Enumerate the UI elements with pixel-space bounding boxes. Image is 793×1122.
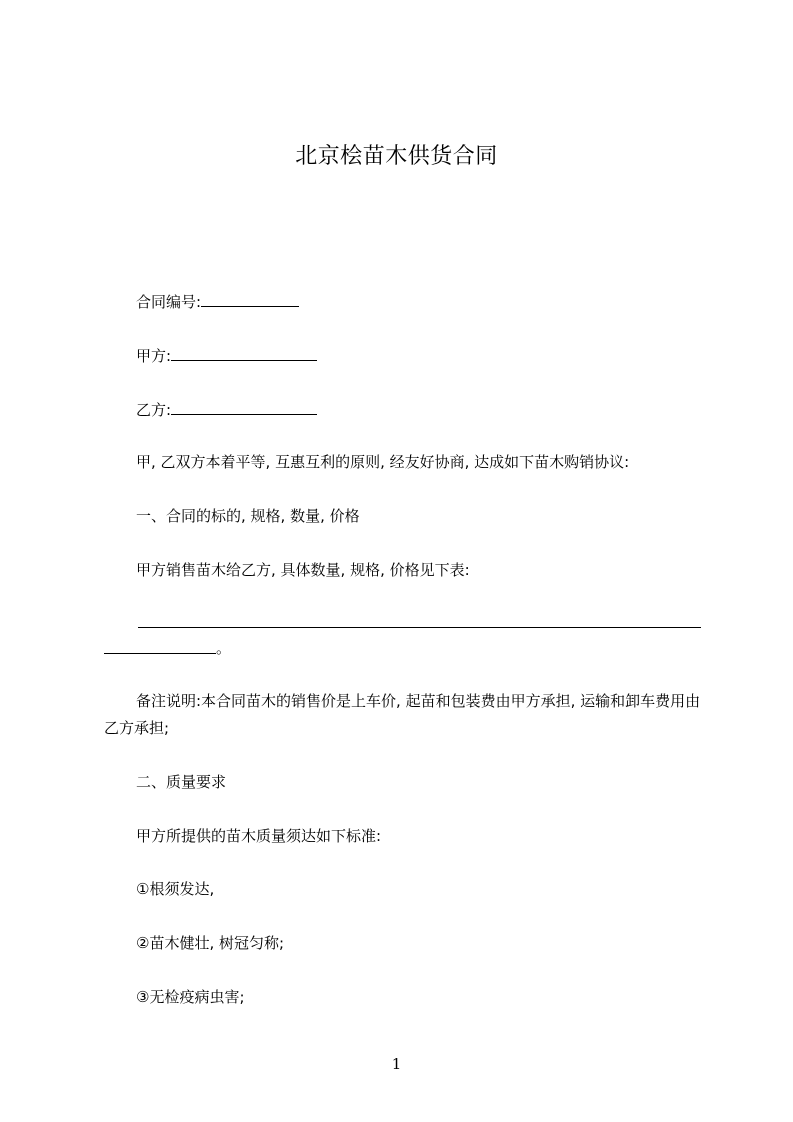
quality-item-3: ③无检疫病虫害; xyxy=(136,988,245,1006)
section2-text: 甲方所提供的苗木质量须达如下标准: xyxy=(136,827,382,845)
party-a-label: 甲方: xyxy=(136,347,172,365)
contract-number-line xyxy=(136,291,299,312)
party-b-line xyxy=(136,399,317,420)
party-b-label: 乙方: xyxy=(136,401,172,419)
remark-paragraph: 备注说明:本合同苗木的销售价是上车价, 起苗和包装费由甲方承担, 运输和卸车费用由乙方承担; xyxy=(104,692,701,737)
quality-item-1: ①根须发达, xyxy=(136,880,215,898)
table-blank-line-2 xyxy=(104,653,216,654)
section1-text: 甲方销售苗木给乙方, 具体数量, 规格, 价格见下表: xyxy=(136,561,470,579)
document-title: 北京桧苗木供货合同 xyxy=(295,144,498,169)
party-a-blank xyxy=(171,345,317,361)
contract-number-blank xyxy=(201,291,299,307)
contract-number-label: 合同编号: xyxy=(136,293,202,311)
section1-heading: 一、合同的标的, 规格, 数量, 价格 xyxy=(136,507,360,525)
intro-paragraph: 甲, 乙双方本着平等, 互惠互利的原则, 经友好协商, 达成如下苗木购销协议: xyxy=(136,453,630,471)
party-a-line xyxy=(136,345,317,366)
blank-end-mark: 。 xyxy=(216,639,232,657)
section2-heading: 二、质量要求 xyxy=(136,773,227,791)
page-number: 1 xyxy=(391,1055,402,1073)
table-blank-line-1 xyxy=(138,627,701,628)
quality-item-2: ②苗木健壮, 树冠匀称; xyxy=(136,934,285,952)
party-b-blank xyxy=(171,399,317,415)
